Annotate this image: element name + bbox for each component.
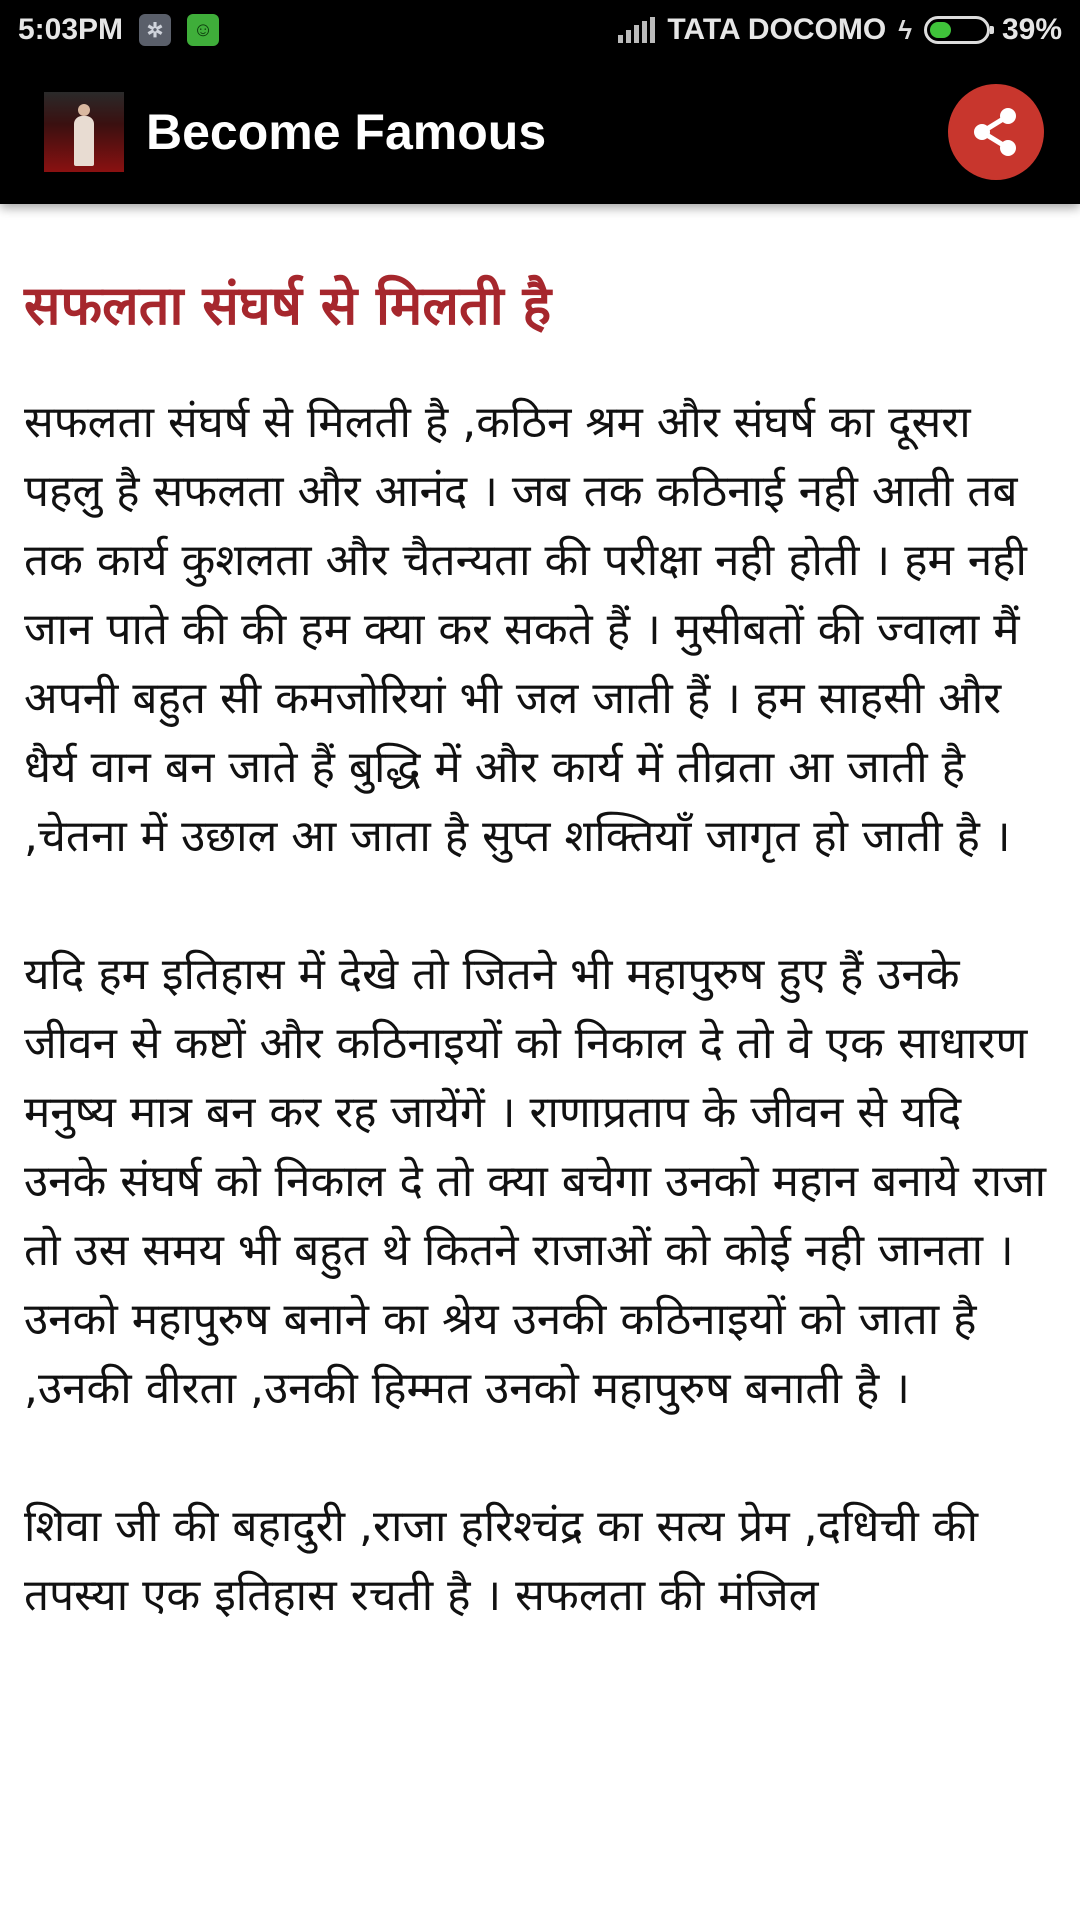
share-icon — [968, 104, 1024, 160]
android-icon: ☺ — [187, 14, 219, 46]
article-paragraph: शिवा जी की बहादुरी ,राजा हरिश्चंद्र का सत्य प्रेम ,दधिची की तपस्या एक इतिहास रचती है । सफलता की मंजिल — [24, 1501, 978, 1621]
status-bar — [0, 0, 1080, 60]
signal-icon — [618, 17, 655, 43]
app-bar — [0, 60, 1080, 204]
notification-icon: ✲ — [139, 14, 171, 46]
app-logo-icon[interactable] — [44, 92, 124, 172]
battery-percent: 39% — [1001, 13, 1062, 46]
status-time: 5:03PM — [18, 13, 124, 46]
app-title: Become Famous — [146, 104, 547, 160]
article-paragraph: सफलता संघर्ष से मिलती है ,कठिन श्रम और संघर्ष का दूसरा पहलु है सफलता और आनंद । जब तक कठिनाई नही आती तब तक कार्य कुशलता और चैतन्यता की परीक्षा नही होती । हम नही जान पाते की की हम क्या कर सकते हैं । मुसीबतों की ज्वाला मैं अपनी बहुत सी कमजोरियां भी जल जाती हैं । हम साहसी और धैर्य वान बन जाते हैं बुद्धि में और कार्य में तीव्रता आ जाती है ,चेतना में उछाल आ जाता है सुप्त शक्तियाँ जागृत हो जाती है । — [24, 397, 1027, 862]
article-content[interactable] — [0, 204, 1080, 1920]
share-button[interactable] — [948, 84, 1044, 180]
article-title: सफलता संघर्ष से मिलती है — [24, 274, 552, 337]
charging-bolt-icon: ϟ — [898, 14, 912, 45]
battery-icon — [924, 16, 990, 44]
article-paragraph: यदि हम इतिहास में देखे तो जितने भी महापुरुष हुए हैं उनके जीवन से कष्टों और कठिनाइयों को निकाल दे तो वे एक साधारण मनुष्य मात्र बन कर रह जायेंगें । राणाप्रताप के जीवन से यदि उनके संघर्ष को निकाल दे तो क्या बचेगा उनको महान बनाये राजा तो उस समय भी बहुत थे कितने राजाओं को कोई नही जानता । उनको महापुरुष बनाने का श्रेय उनकी कठिनाइयों को जाता है ,उनकी वीरता ,उनकी हिम्मत उनको महापुरुष बनाती है । — [24, 949, 1047, 1414]
carrier-name: TATA DOCOMO — [667, 13, 887, 46]
battery-level — [930, 22, 951, 38]
